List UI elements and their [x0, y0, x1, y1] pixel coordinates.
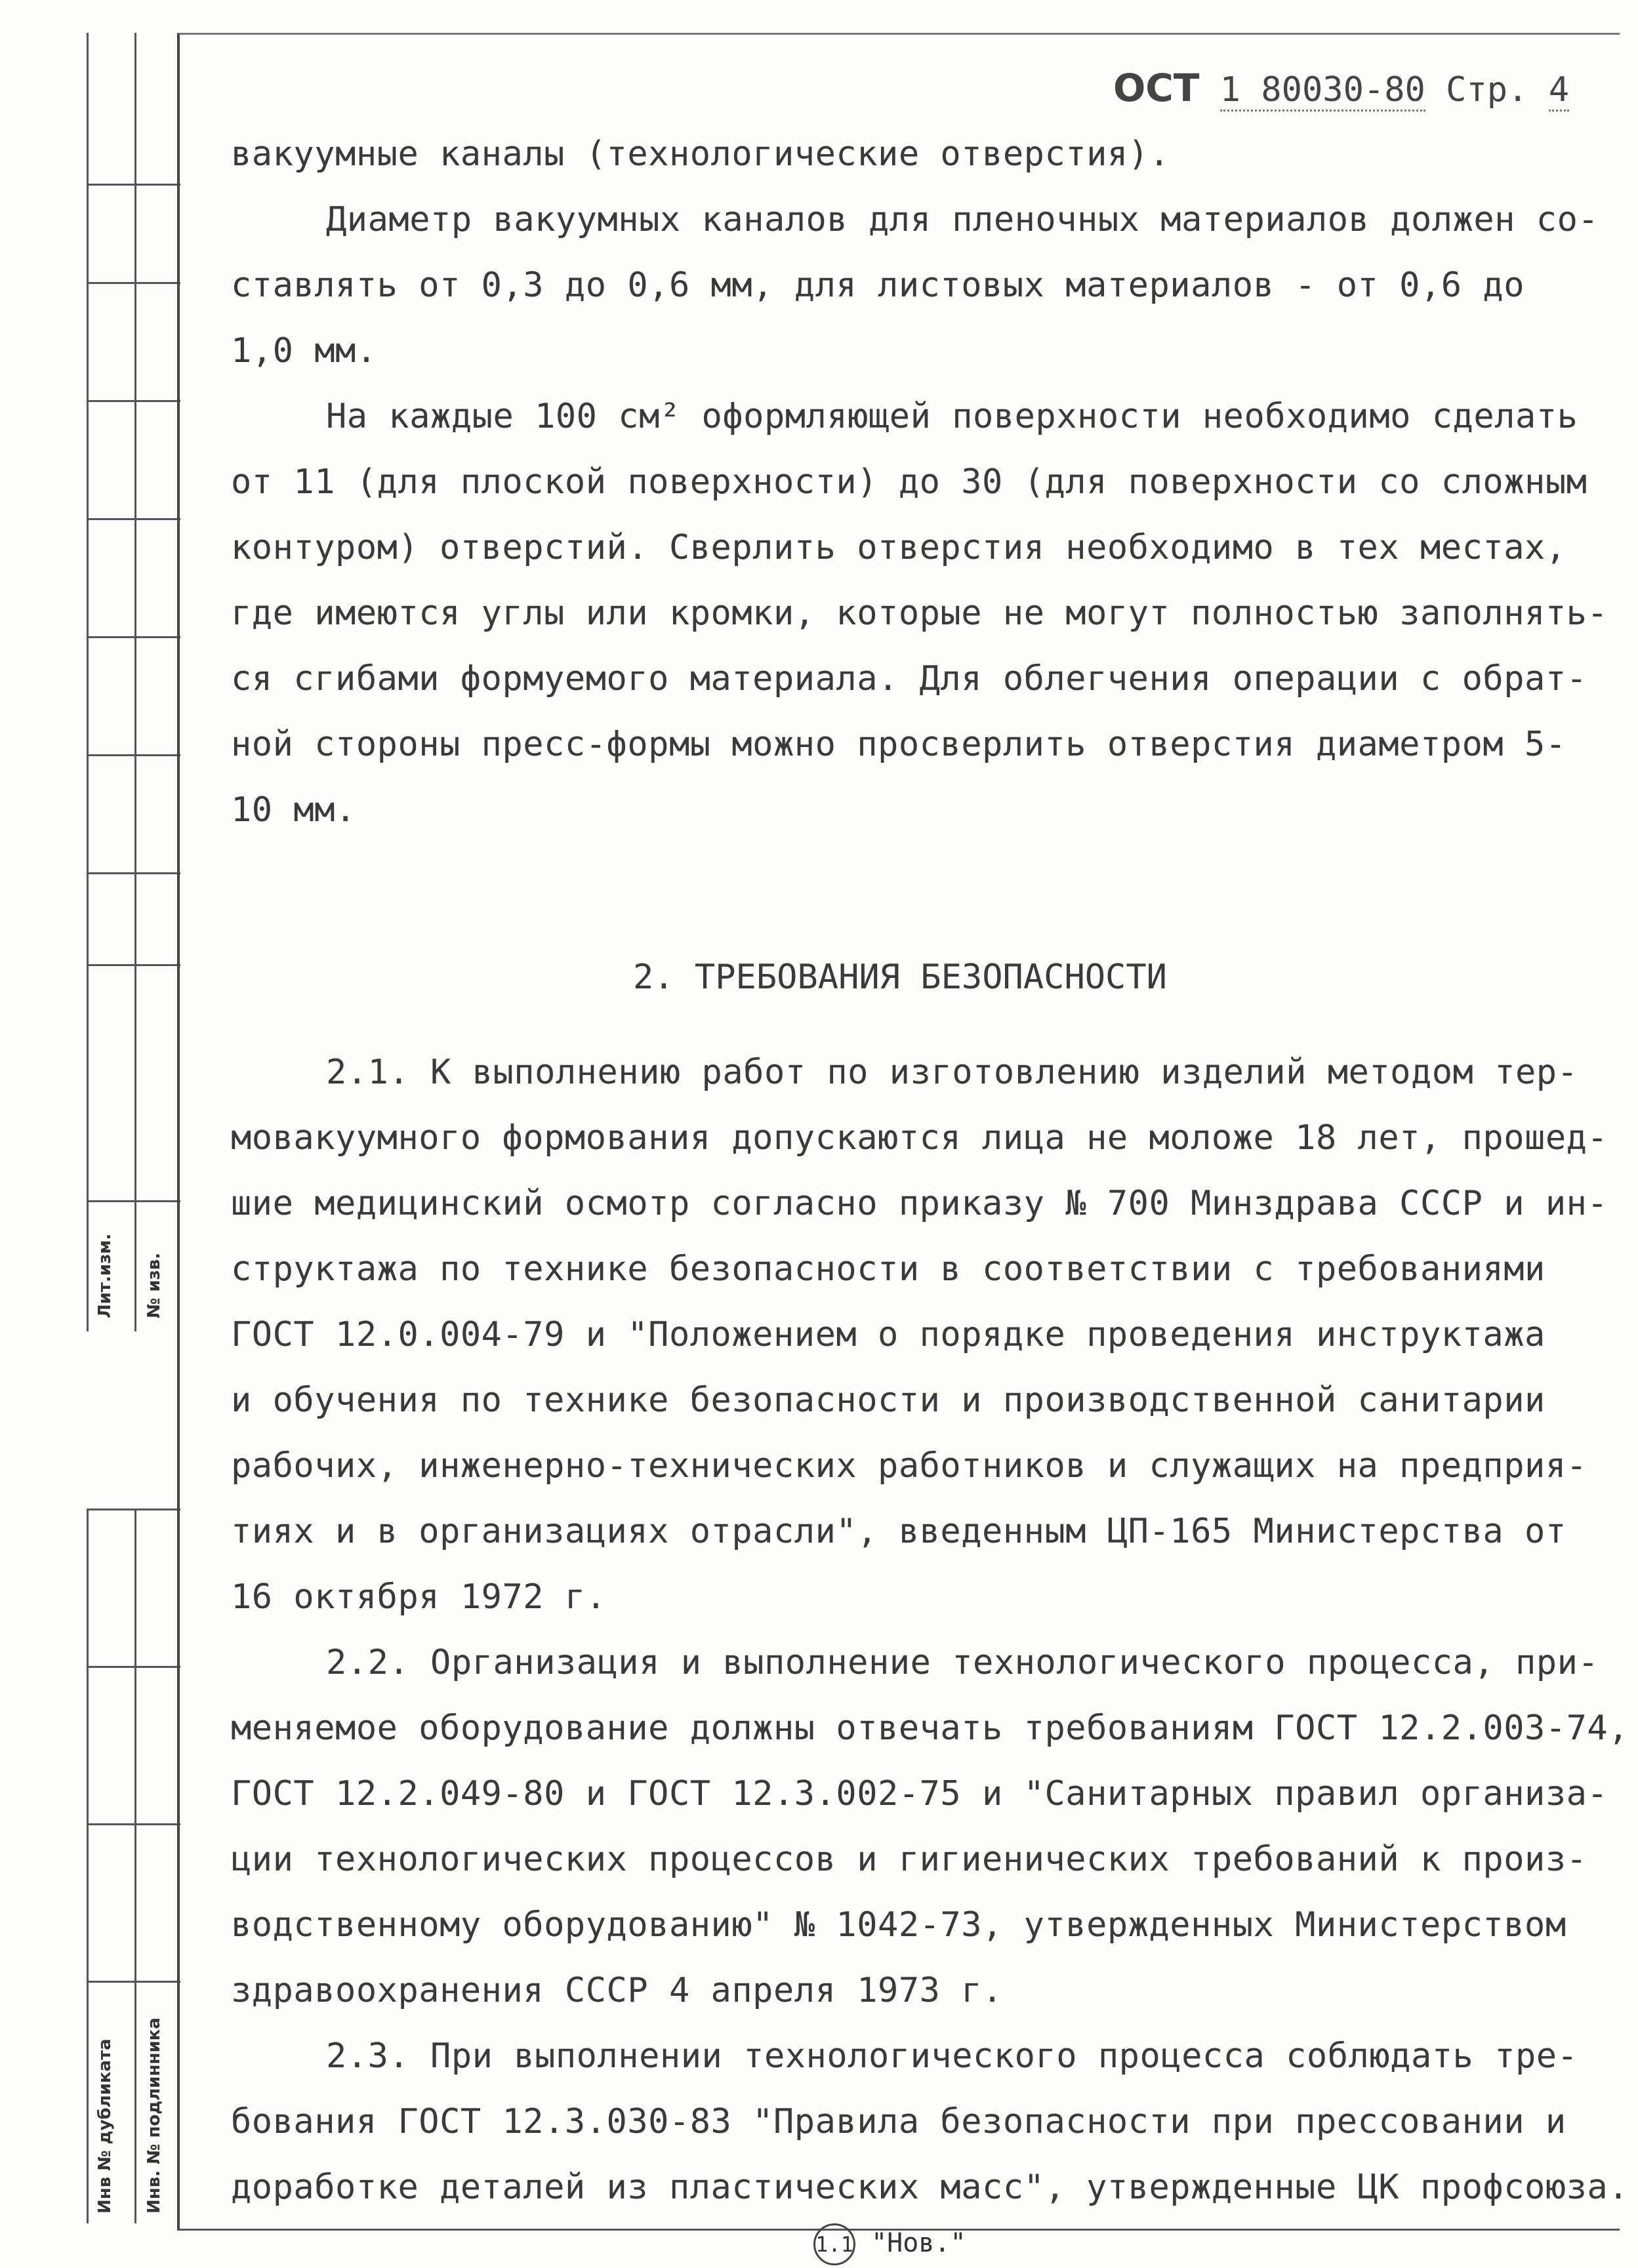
- paragraph-holes: [231, 384, 1608, 843]
- text-line: ся сгибами формуемого материала. Для облегчения операции с обрат-: [231, 659, 1587, 699]
- paragraph-2-3: [231, 2023, 1629, 2220]
- paragraph-continuation: [231, 121, 1569, 187]
- text-line: контуром) отверстий. Сверлить отверстия необходимо в тех местах,: [231, 528, 1566, 567]
- text-line: 10 мм.: [231, 790, 356, 830]
- strip-cell: [89, 754, 180, 756]
- strip-cell: [89, 518, 180, 520]
- text-line: здравоохранения СССР 4 апреля 1973 г.: [231, 1971, 1003, 2010]
- strip-divider: [134, 1509, 136, 2223]
- section-title: 2. ТРЕБОВАНИЯ БЕЗОПАСНОСТИ: [633, 958, 1167, 997]
- strip-label-inv-dubl: Инв № дубликата: [95, 2038, 115, 2214]
- strip-cell: [89, 636, 180, 638]
- text-line: меняемое оборудование должны отвечать требованиям ГОСТ 12.2.003-74,: [231, 1709, 1629, 1748]
- strip-label-n-izv: № изв.: [144, 1253, 164, 1318]
- strip-cell: [89, 400, 180, 402]
- text-line: рабочих, инженерно-технических работников и служащих на предприя-: [231, 1446, 1587, 1486]
- page-footer: [813, 2223, 966, 2265]
- text-line: доработке деталей из пластических масс", утвержденные ЦК профсоюза.: [231, 2168, 1629, 2207]
- margin-strip-lower: [87, 1509, 180, 2223]
- text-line: и обучения по технике безопасности и производственной санитарии: [231, 1381, 1546, 1420]
- revision-note: "Нов.": [871, 2228, 966, 2258]
- strip-cell: [89, 184, 180, 186]
- text-line: 2.3. При выполнении технологического процесса соблюдать тре-: [326, 2036, 1578, 2076]
- text-line: 2.2. Организация и выполнение технологического процесса, при-: [326, 1643, 1599, 1682]
- strip-cell: [89, 1509, 180, 1510]
- paragraph-diameter: [231, 187, 1599, 384]
- text-line: Диаметр вакуумных каналов для пленочных материалов должен со-: [326, 200, 1599, 239]
- standard-number: 1 80030-80: [1220, 70, 1425, 111]
- strip-cell: [89, 1823, 180, 1825]
- text-line: На каждые 100 см² оформляющей поверхности необходимо сделать: [326, 397, 1578, 436]
- text-line: водственному оборудованию" № 1042-73, утвержденных Министерством: [231, 1905, 1566, 1945]
- strip-label-lit-izm: Лит.изм.: [95, 1233, 115, 1318]
- text-line: где имеются углы или кромки, которые не могут полностью заполнять-: [231, 594, 1608, 633]
- text-line: 16 октября 1972 г.: [231, 1577, 607, 1617]
- strip-divider: [134, 33, 136, 1331]
- text-line: 1,0 мм.: [231, 331, 377, 371]
- strip-cell: [89, 1981, 180, 1983]
- text-line: тиях и в организациях отрасли", введенным ЦП-165 Министерства от: [231, 1512, 1566, 1551]
- text-line: структажа по технике безопасности в соответствии с требованиями: [231, 1249, 1546, 1289]
- standard-code: ОСТ: [1113, 66, 1200, 110]
- text-line: ставлять от 0,3 до 0,6 мм, для листовых материалов - от 0,6 до: [231, 266, 1525, 305]
- text-line: бования ГОСТ 12.3.030-83 "Правила безопасности при прессовании и: [231, 2102, 1566, 2141]
- text-line: шие медицинский осмотр согласно приказу № 700 Минздрава СССР и ин-: [231, 1184, 1608, 1223]
- page-number: 4: [1549, 70, 1569, 111]
- margin-strip-upper: [87, 33, 180, 1331]
- paragraph-2-1: [231, 1040, 1608, 1630]
- text-line: ции технологических процессов и гигиенических требований к произ-: [231, 1840, 1587, 1879]
- text-line: ной стороны пресс-формы можно просверлить отверстия диаметром 5-: [231, 725, 1566, 764]
- strip-label-inv-podl: Инв. № подлинника: [144, 2017, 164, 2214]
- paragraph-2-2: [231, 1630, 1629, 2023]
- strip-cell: [89, 1200, 180, 1202]
- strip-cell: [89, 1666, 180, 1668]
- text-line: вакуумные каналы (технологические отверстия).: [231, 134, 1170, 174]
- text-line: ГОСТ 12.0.004-79 и "Положением о порядке проведения инструктажа: [231, 1315, 1546, 1354]
- document-header: [1113, 66, 1569, 110]
- strip-cell: [89, 872, 180, 874]
- text-line: ГОСТ 12.2.049-80 и ГОСТ 12.3.002-75 и "Санитарных правил организа-: [231, 1774, 1608, 1813]
- text-line: 2.1. К выполнению работ по изготовлению изделий методом тер-: [326, 1053, 1578, 1092]
- text-line: мовакуумного формования допускаются лица не моложе 18 лет, прошед-: [231, 1118, 1608, 1158]
- strip-cell: [89, 964, 180, 966]
- page-label: Стр.: [1446, 70, 1528, 110]
- strip-cell: [89, 282, 180, 284]
- revision-circle: 1.1: [813, 2223, 855, 2265]
- text-line: от 11 (для плоской поверхности) до 30 (для поверхности со сложным: [231, 462, 1587, 502]
